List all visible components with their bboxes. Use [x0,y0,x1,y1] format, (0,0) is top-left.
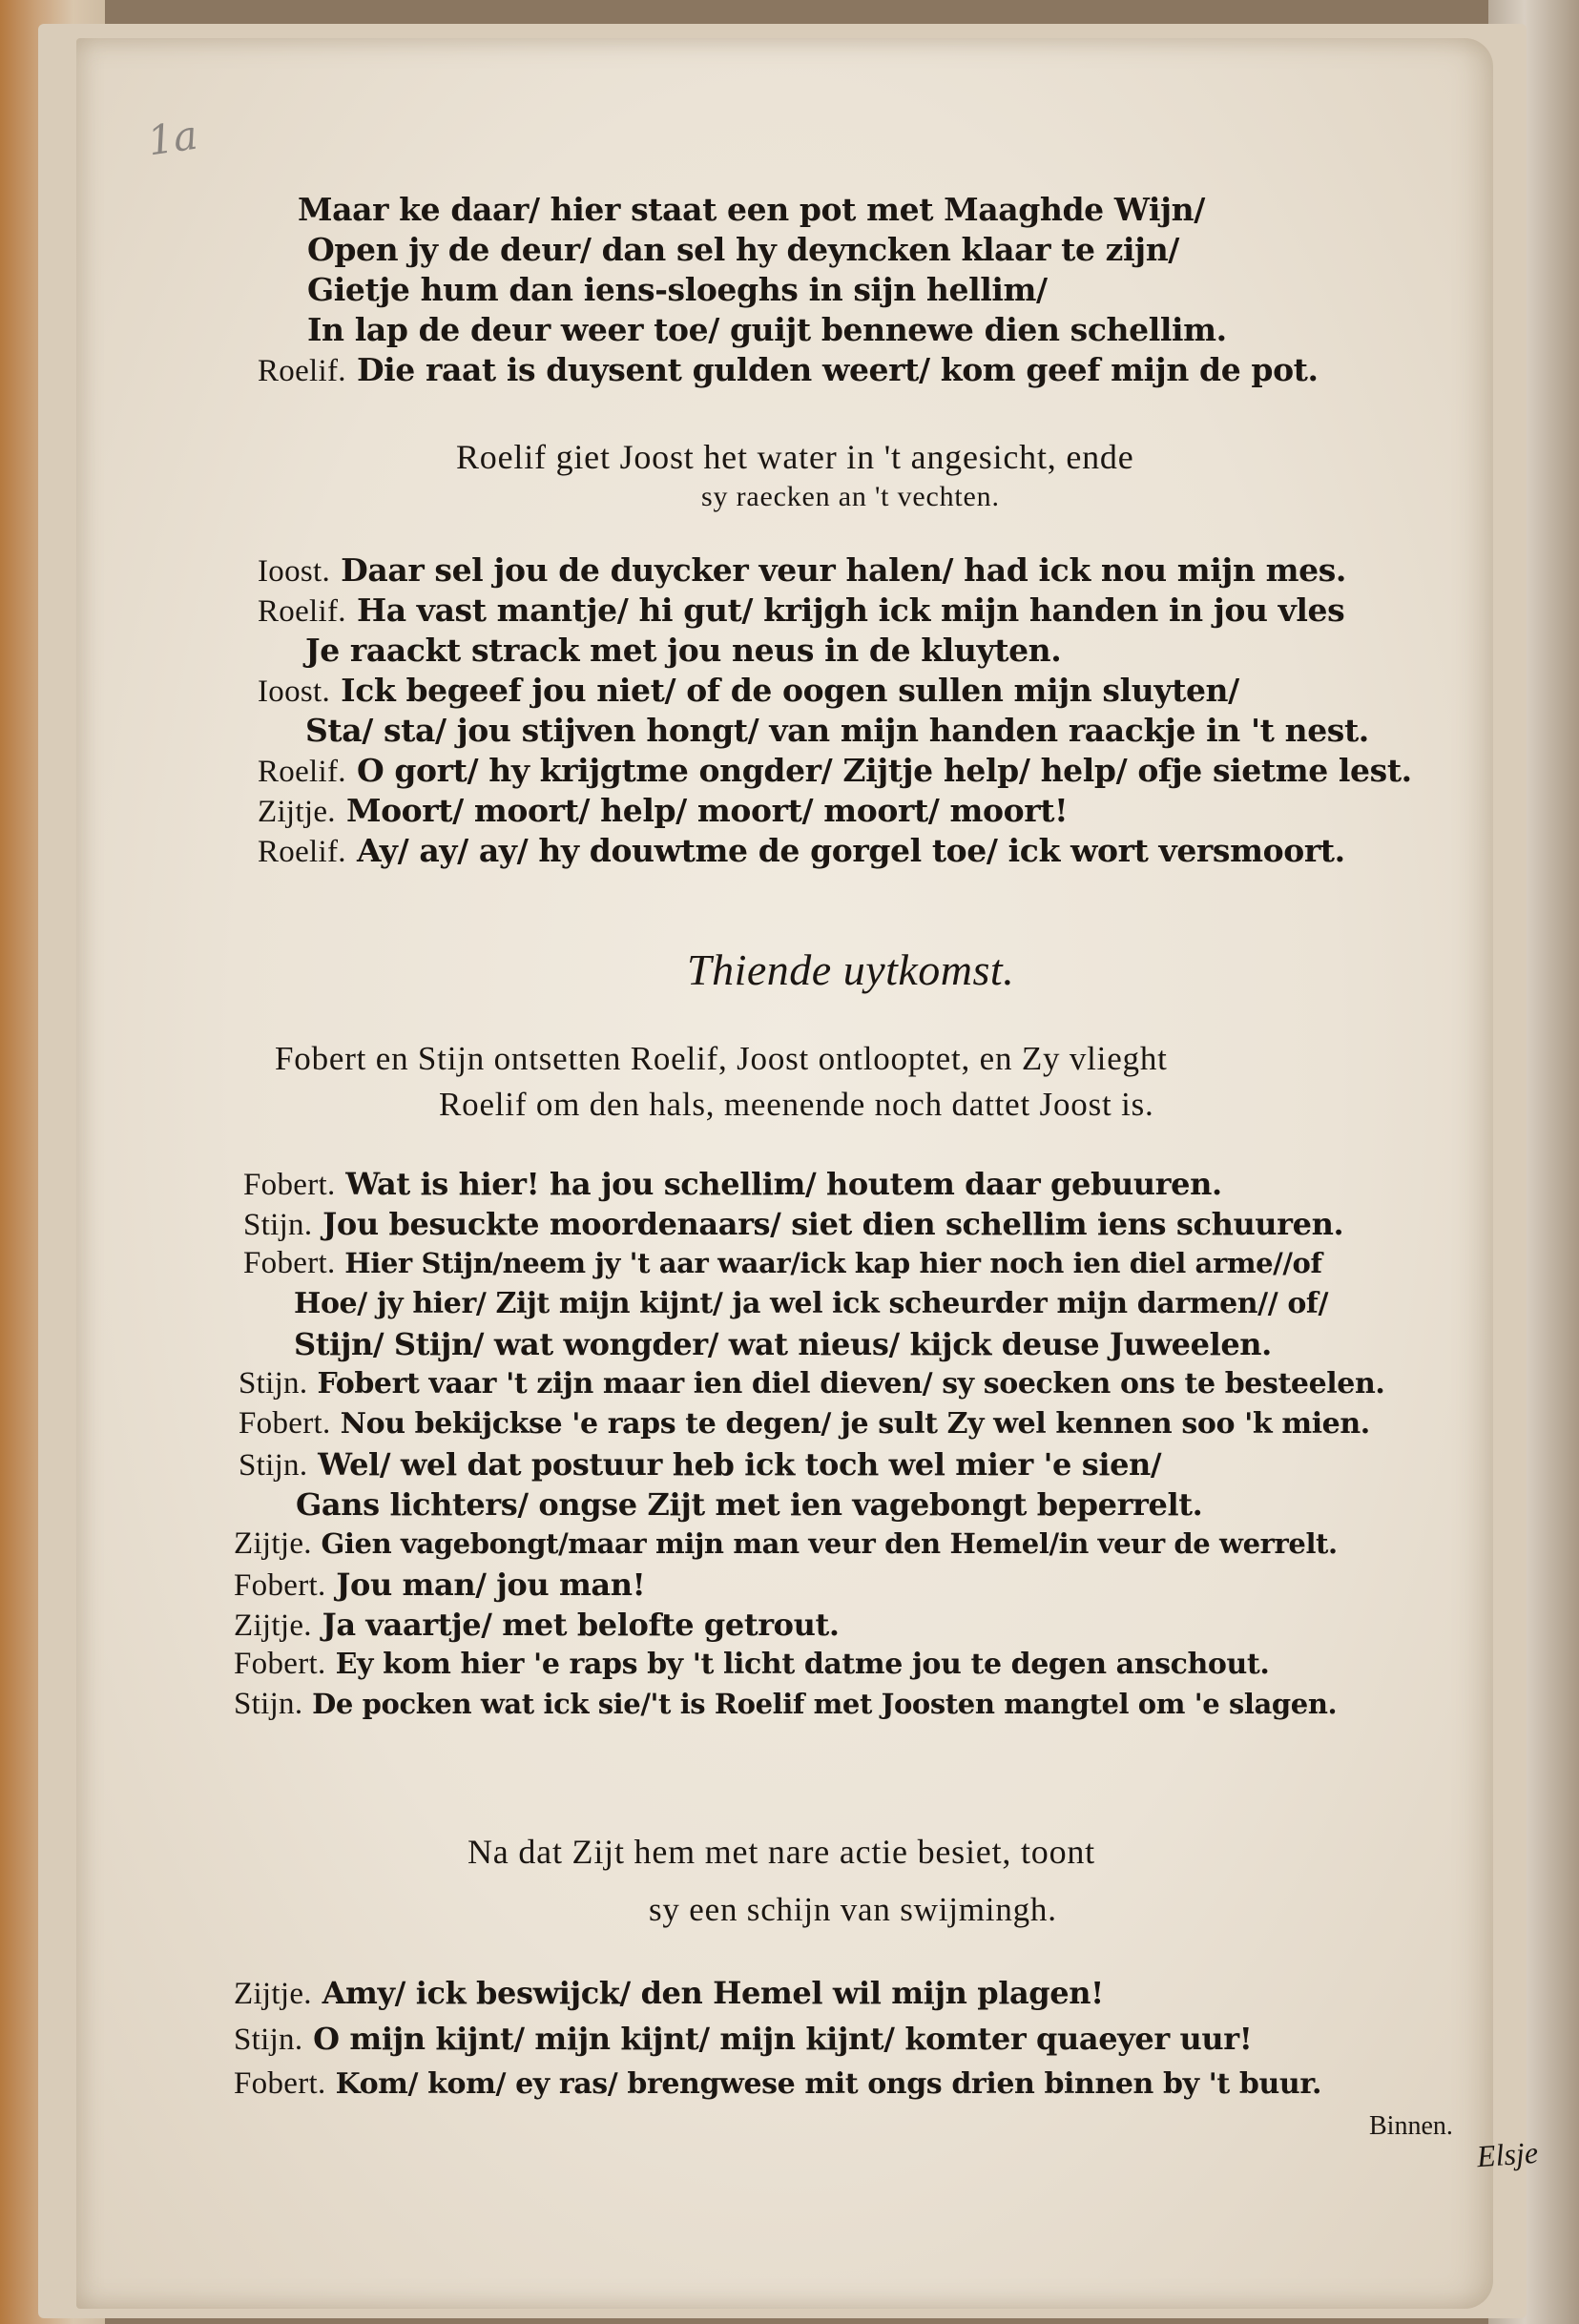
speaker-name: Zijtje. [258,795,336,829]
line-text: Open jy de deur/ dan sel hy deyncken klaar te zijn/ [307,231,1179,268]
verse-line [234,1526,1338,1562]
stage-direction-line: sy raecken an 't vechten. [701,481,1000,512]
line-text: Ey kom hier 'e raps by 't licht datme jou te degen anschout. [335,1648,1270,1681]
verse-line [258,672,1239,710]
line-text: Je raackt strack met jou neus in de kluyten. [305,632,1062,669]
verse-line [305,632,1061,670]
verse-line [258,832,1345,870]
verse-line [298,191,1205,229]
line-text: Jou besuckte moordenaars/ siet dien schellim iens schuuren. [322,1206,1344,1242]
speaker-name: Roelif. [258,594,346,629]
line-text: Die raat is duysent gulden weert/ kom geef mijn de pot. [356,351,1319,388]
verse-line [307,271,1048,309]
line-text: O gort/ hy krijgtme ongder/ Zijtje help/ help/ ofje sietme lest. [356,752,1412,789]
stage-direction-line: Na dat Zijt hem met nare actie besiet, toont [467,1833,1095,1871]
line-text: O mijn kijnt/ mijn kijnt/ mijn kijnt/ komter quaeyer uur! [313,2021,1253,2057]
speaker-name: Ioost. [258,674,331,709]
speaker-name: Stijn. [243,1208,313,1242]
speaker-name: Roelif. [258,835,346,869]
verse-line [258,551,1346,590]
verse-line [258,752,1412,790]
verse-line [243,1166,1222,1203]
verse-line [296,1486,1202,1524]
line-text: Amy/ ick beswijck/ den Hemel wil mijn plagen! [322,1975,1104,2011]
verse-line [305,712,1369,750]
speaker-name: Fobert. [234,1568,326,1603]
stage-direction-line: Fobert en Stijn ontsetten Roelif, Joost ontlooptet, en Zy vlieght [275,1040,1168,1077]
verse-line [243,1246,1322,1281]
line-text: In lap de deur weer toe/ guijt bennewe dien schellim. [307,311,1227,348]
line-text: Nou bekijckse 'e raps te degen/ je sult Zy wel kennen soo 'k mien. [340,1407,1370,1441]
stage-direction-line: sy een schijn van swijmingh. [649,1891,1057,1928]
line-text: Wat is hier! ha jou schellim/ houtem daar gebuuren. [345,1166,1222,1202]
speaker-name: Fobert. [234,1647,326,1681]
speaker-name: Fobert. [234,2066,326,2101]
speaker-name: Roelif. [258,354,346,388]
exit-direction: Binnen. [1369,2111,1453,2141]
verse-line [239,1446,1161,1484]
line-text: Hier Stijn/neem jy 't aar waar/ick kap hier noch ien diel arme//of [344,1247,1322,1279]
stage-direction-line: Roelif giet Joost het water in 't angesicht, ende [456,438,1134,476]
verse-line [234,1687,1337,1722]
verse-line [234,1607,840,1644]
speaker-name: Stijn. [234,2023,303,2057]
line-text: De pocken wat ick sie/'t is Roelif met Joosten mangtel om 'e slagen. [312,1688,1338,1720]
line-text: Ay/ ay/ ay/ hy douwtme de gorgel toe/ ick wort versmoort. [356,832,1345,869]
speaker-name: Zijtje. [234,1526,312,1561]
verse-line [307,311,1227,349]
line-text: Fobert vaar 't zijn maar ien diel dieven/ sy soecken ons te besteelen. [317,1367,1385,1401]
line-text: Gietje hum dan iens-sloeghs in sijn hellim/ [307,271,1048,308]
verse-line [234,2066,1321,2102]
verse-line [239,1406,1370,1442]
line-text: Moort/ moort/ help/ moort/ moort/ moort! [345,792,1069,829]
speaker-name: Zijtje. [234,1608,312,1643]
speaker-name: Fobert. [239,1406,331,1441]
speaker-name: Stijn. [239,1448,308,1483]
verse-line [294,1326,1272,1363]
line-text: Kom/ kom/ ey ras/ brengwese mit ongs drien binnen by 't buur. [335,2067,1322,2101]
verse-line [234,1647,1269,1682]
verse-line [258,591,1344,630]
stage-direction-line: Roelif om den hals, meenende noch dattet Joost is. [439,1086,1154,1123]
verse-line [234,1567,645,1604]
line-text: Maar ke daar/ hier staat een pot met Maaghde Wijn/ [298,191,1205,228]
line-text: Ha vast mantje/ hi gut/ krijgh ick mijn handen in jou vles [356,591,1345,629]
line-text: Wel/ wel dat postuur heb ick toch wel mier 'e sien/ [318,1446,1162,1483]
speaker-name: Roelif. [258,755,346,789]
scene-heading: Thiende uytkomst. [687,945,1015,994]
verse-line [294,1286,1328,1321]
line-text: Stijn/ Stijn/ wat wongder/ wat nieus/ kijck deuse Juweelen. [294,1326,1272,1362]
speaker-name: Fobert. [243,1246,336,1280]
verse-line [234,1975,1104,2012]
verse-line [234,2021,1252,2058]
verse-line [307,231,1179,269]
line-text: Daar sel jou de duycker veur halen/ had ick nou mijn mes. [341,551,1347,589]
verse-line [258,792,1068,830]
verse-line [258,351,1319,389]
line-text: Sta/ sta/ jou stijven hongt/ van mijn handen raackje in 't nest. [305,712,1369,749]
line-text: Gien vagebongt/maar mijn man veur den Hemel/in veur de werrelt. [321,1527,1338,1560]
line-text: Ick begeef jou niet/ of de oogen sullen mijn sluyten/ [341,672,1239,709]
catchword: Elsje [1475,2134,1540,2174]
speaker-name: Ioost. [258,554,331,589]
line-text: Hoe/ jy hier/ Zijt mijn kijnt/ ja wel ick scheurder mijn darmen// of/ [294,1287,1328,1320]
handwritten-page-mark: 1a [144,111,200,165]
speaker-name: Fobert. [243,1168,336,1202]
verse-line [239,1366,1384,1401]
speaker-name: Zijtje. [234,1977,312,2011]
speaker-name: Stijn. [234,1687,303,1721]
verse-line [243,1206,1343,1243]
speaker-name: Stijn. [239,1366,308,1401]
line-text: Ja vaartje/ met belofte getrout. [322,1607,840,1643]
line-text: Gans lichters/ ongse Zijt met ien vagebongt beperrelt. [296,1486,1203,1523]
line-text: Jou man/ jou man! [336,1567,646,1603]
